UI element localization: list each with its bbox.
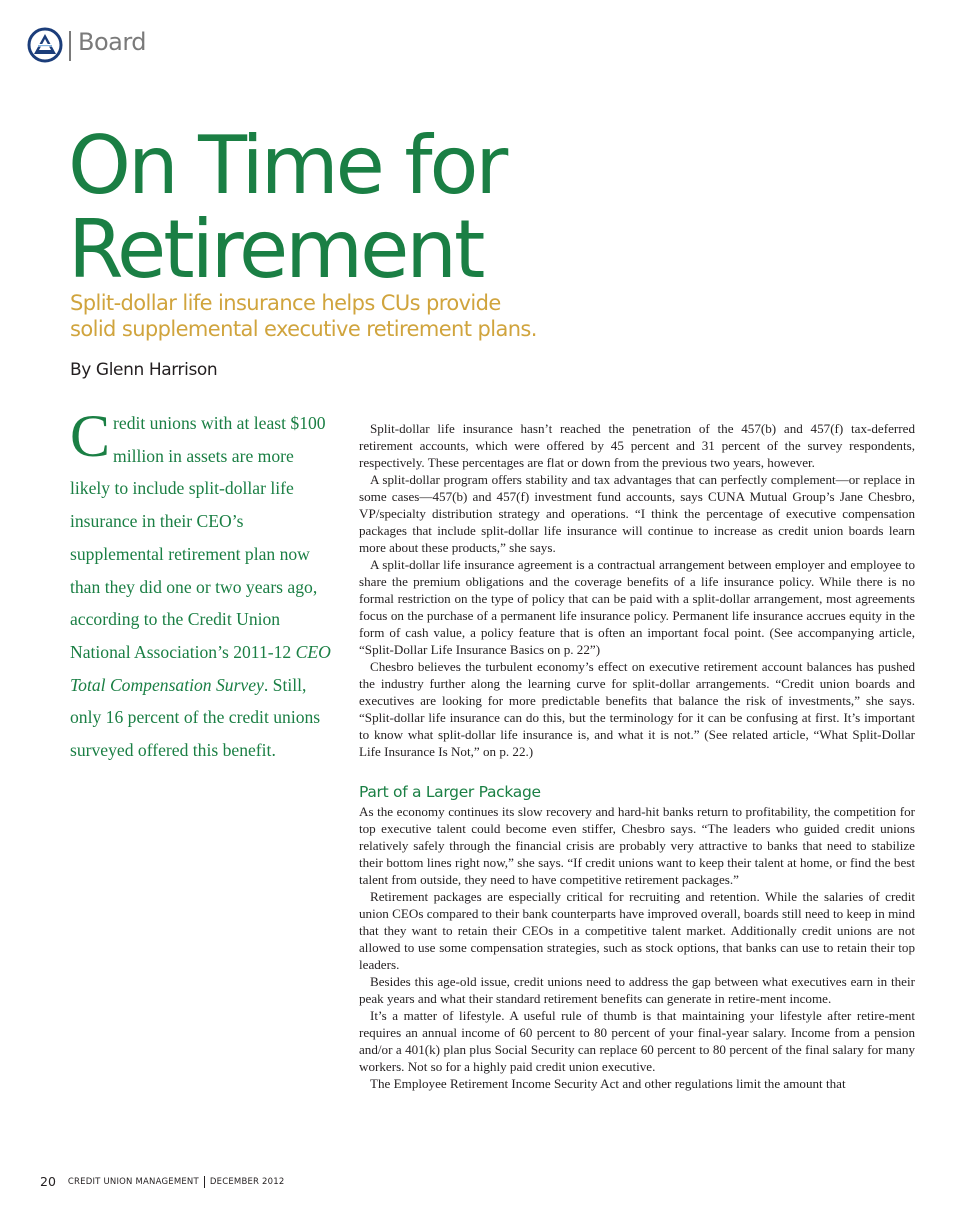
issue-date: DECEMBER 2012 — [209, 1176, 285, 1187]
article-subtitle — [70, 290, 540, 342]
subtitle-line-1: Split-dollar life insurance helps CUs provide — [70, 291, 501, 315]
footer-divider — [204, 1176, 205, 1188]
drop-cap: C — [70, 403, 111, 469]
survey-title: CEO Total Compensation Survey — [70, 641, 331, 695]
body-paragraph: It’s a matter of lifestyle. A useful rule of thumb is that maintaining your lifestyle after retire-ment requires an annual income of 60 percent to 80 percent of your final-year salary. Income from a pension and/or a 401(k) plan plus Social Security can replace 60 percent to 80 percent of the final salary for many workers. Not so for a highly paid credit union executive. — [359, 1008, 915, 1074]
section-divider — [69, 31, 71, 61]
body-paragraph: Besides this age-old issue, credit unions need to address the gap between what executives earn in their peak years and what their standard retirement benefits can generate in retire-ment income. — [359, 974, 915, 1006]
article-title — [68, 119, 506, 296]
lead-text: redit unions with at least $100 million in assets are more likely to include split-dollar life insurance in their CEO’s supplemental retirement plan now than they did one or two years ago, according to the Credit Union National Association’s 2011-12 — [70, 413, 326, 662]
body-paragraph: Split-dollar life insurance hasn’t reached the penetration of the 457(b) and 457(f) tax-deferred retirement accounts, which were offered by 45 percent and 31 percent of the survey respondents, respectively. These percentages are flat or down from the previous two years, however. — [359, 421, 915, 470]
lead-paragraph — [70, 403, 332, 767]
body-paragraph: Retirement packages are especially critical for recruiting and retention. While the salaries of credit union CEOs compared to their bank counterparts have improved overall, boards still need to keep in mind that they want to retain their CEOs in a competitive talent market. Additionally credit unions are not allowed to use some compensation strategies, such as stock options, that banks can use to retain their top leaders. — [359, 889, 915, 972]
page-footer — [40, 1174, 285, 1189]
byline: By Glenn Harrison — [70, 360, 218, 380]
body-paragraph: The Employee Retirement Income Security Act and other regulations limit the amount that — [370, 1076, 846, 1091]
body-column — [359, 420, 915, 1092]
body-paragraph: A split-dollar life insurance agreement is a contractual arrangement between employer and employee to share the premium obligations and the coverage benefits of a life insurance policy. While there is no formal restriction on the type of policy that can be paid with a split-dollar arrangement, most agreements focus on the purchase of a permanent life insurance policy. Permanent life insurance accrues equity in the form of cash value, a policy feature that is often an important focal point. (See accompanying article, “Split-Dollar Life Insurance Basics on p. 22”) — [359, 557, 915, 657]
body-paragraph: A split-dollar program offers stability and tax advantages that can perfectly complement—or replace in some cases—457(b) and 457(f) investment fund accounts, says CUNA Mutual Group’s Jane Chesbro, VP/specialty distribution strategy and operations. “I think the percentage of executive compensation packages that include split-dollar life insurance will continue to increase as credit union boards learn more about these products,” she says. — [359, 472, 915, 555]
section-label: Board — [78, 28, 147, 56]
title-line-2: Retirement — [68, 203, 483, 296]
section-heading: Part of a Larger Package — [359, 783, 541, 801]
body-paragraph: As the economy continues its slow recovery and hard-hit banks return to profitability, the competition for top executive talent could become even stiffer, Chesbro says. “The leaders who guided credit unions relatively safely through the financial crisis are probably very attractive to banks that need to stabilize their bottom lines right now,” she says. “If credit unions want to keep their talent at home, or find the best talent from outside, they need to have competitive retirement packages.” — [359, 804, 915, 887]
subtitle-line-2: solid supplemental executive retirement plans. — [70, 317, 537, 341]
magazine-name: CREDIT UNION MANAGEMENT — [67, 1176, 199, 1187]
title-line-1: On Time for — [68, 119, 506, 212]
page-number: 20 — [40, 1174, 56, 1189]
body-paragraph: Chesbro believes the turbulent economy’s effect on executive retirement account balances has pushed the industry further along the learning curve for split-dollar arrangements. “Credit union boards and executives are looking for more predictable benefits that balance the risk of investments,” she says. “Split-dollar life insurance can do this, but the terminology for it can be confusing at first. It’s important to know what split-dollar life insurance is, and what it is not.” (See related article, “What Split-Dollar Life Insurance Is Not,” on p. 22.) — [359, 659, 915, 759]
cu-management-logo-icon — [27, 27, 63, 63]
lead-text-end: . Still, only 16 percent of the credit unions surveyed offered this benefit. — [70, 674, 321, 761]
